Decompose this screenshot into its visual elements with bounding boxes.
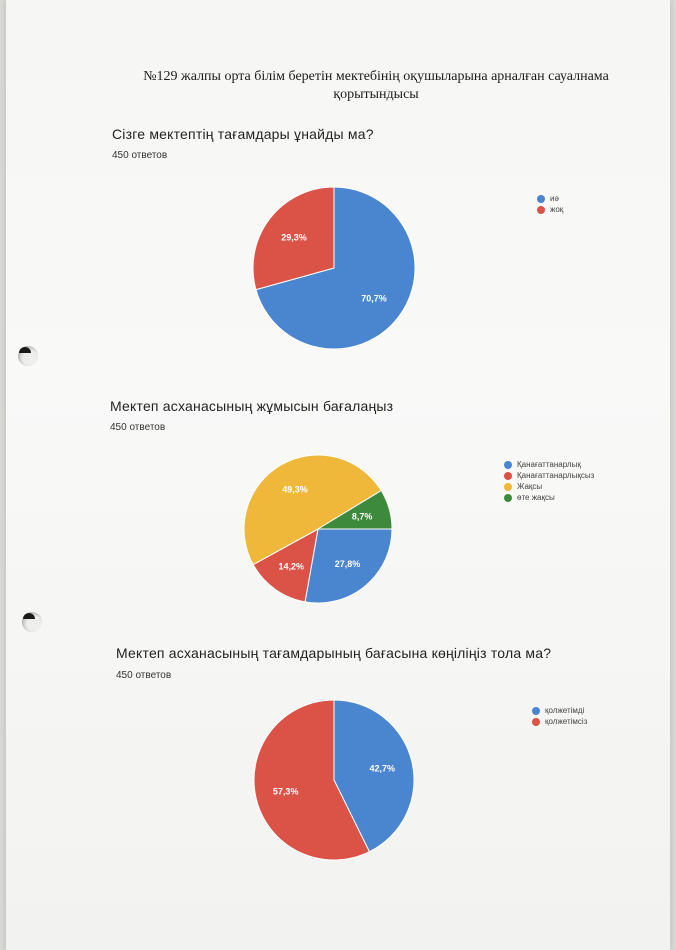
pie-data-label-2-2: 14,2% bbox=[278, 561, 305, 572]
legend-swatch bbox=[532, 718, 540, 726]
question-1-title: Сізге мектептің тағамдары ұнайды ма? bbox=[112, 126, 374, 142]
legend-label: Қанағаттанарлықсыз bbox=[517, 471, 595, 480]
pie-data-label-3-1: 42,7% bbox=[369, 763, 396, 774]
question-3-title: Мектеп асханасының тағамдарының бағасына көңіліңіз тола ма? bbox=[116, 645, 552, 661]
legend-item-3-2 bbox=[532, 716, 587, 727]
legend-label: Қанағаттанарлық bbox=[517, 460, 581, 469]
question-1-response-count: 450 ответов bbox=[112, 150, 168, 161]
document-title-line-1: №129 жалпы орта білім беретін мектебінің оқушыларына арналған сауалнама bbox=[143, 69, 609, 84]
pie-data-label-2-3: 49,3% bbox=[282, 484, 308, 495]
pie-data-label-2-1: 27,8% bbox=[334, 559, 361, 570]
pie-data-label-1-1: 70,7% bbox=[361, 293, 387, 304]
pie-data-label-1-2: 29,3% bbox=[281, 232, 307, 243]
legend-label: қолжетімді bbox=[545, 706, 585, 715]
legend-item-3-1 bbox=[532, 705, 587, 716]
legend-label: қолжетімсіз bbox=[545, 717, 588, 726]
legend-swatch bbox=[532, 707, 540, 715]
document-title-line-2: қорытындысы bbox=[333, 87, 419, 102]
legend-label: Жақсы bbox=[517, 482, 543, 491]
legend-label: жоқ bbox=[550, 205, 564, 214]
legend-label: иә bbox=[550, 194, 559, 203]
question-2-title: Мектеп асханасының жұмысын бағалаңыз bbox=[110, 398, 394, 414]
question-3-response-count: 450 ответов bbox=[116, 670, 172, 681]
legend-label: өте жақсы bbox=[517, 493, 555, 502]
pie-chart-3-legend bbox=[532, 705, 587, 727]
question-2-response-count: 450 ответов bbox=[110, 422, 166, 433]
pie-data-label-3-2: 57,3% bbox=[272, 786, 299, 797]
pie-data-label-2-4: 8,7% bbox=[351, 511, 373, 522]
